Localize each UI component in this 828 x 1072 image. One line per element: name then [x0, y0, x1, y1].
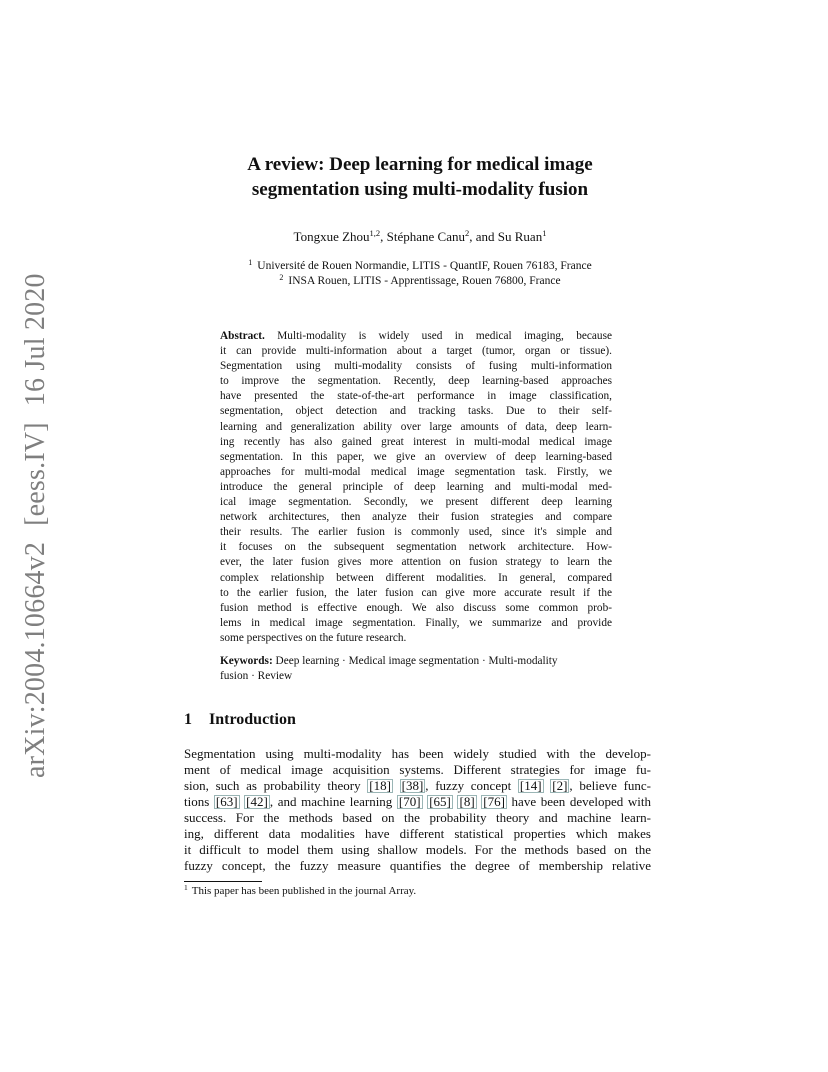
abstract-line: approaches for multi-modal medical image segmentation task. Firstly, we: [220, 465, 612, 478]
abstract-line: segmentation. In this paper, we give an overview of deep learning-based: [220, 450, 612, 463]
body-text-segment: , and machine learning: [269, 794, 397, 809]
abstract-line: ing recently has also gained great interest in multi-modal medical image: [220, 435, 612, 448]
arxiv-date: 16 Jul 2020: [20, 273, 51, 407]
keywords: [220, 654, 620, 684]
citation-link[interactable]: [14]: [519, 778, 542, 793]
keywords-text: Deep learning · Medical image segmentation · Multi-modality: [275, 655, 558, 667]
abstract-line: lems in medical image segmentation. Finally, we summarize and provide: [220, 616, 612, 629]
abstract-line: to the earlier fusion, the later fusion can give more accurate result if the: [220, 586, 612, 599]
affiliation: [150, 274, 690, 289]
citation-link[interactable]: [63]: [215, 794, 238, 809]
abstract: [220, 329, 612, 646]
abstract-line: learning and generalization ability over large amounts of data, deep learn-: [220, 420, 612, 433]
body-text-segment: Segmentation using multi-modality has been widely studied with the develop-: [184, 746, 651, 761]
abstract-line: [220, 329, 612, 344]
body-line: [184, 746, 651, 762]
citation-link[interactable]: [2]: [552, 778, 568, 793]
title-line-1: A review: Deep learning for medical image: [247, 154, 593, 175]
affiliation-mark: 2: [279, 273, 284, 282]
body-text-segment: , believe func-: [569, 778, 652, 793]
abstract-line: fusion method is effective enough. We also discuss some common prob-: [220, 601, 612, 614]
author-list: [150, 229, 690, 245]
affiliation-text: INSA Rouen, LITIS - Apprentissage, Rouen 76800, France: [288, 275, 561, 287]
paper-title: [150, 152, 690, 202]
abstract-label: Abstract.: [220, 330, 265, 342]
author-name: Tongxue Zhou: [293, 229, 370, 244]
footnote-text: This paper has been published in the journal Array.: [191, 885, 417, 897]
affiliation-text: Université de Rouen Normandie, LITIS - QuantIF, Rouen 76183, France: [257, 260, 592, 272]
body-text-segment: sion, such as probability theory: [184, 778, 368, 793]
footnote-mark: 1: [184, 883, 188, 892]
arxiv-category: [eess.IV]: [20, 422, 51, 526]
citation-link[interactable]: [65]: [429, 794, 451, 809]
abstract-line: segmentation, object detection and tracking tasks. Due to their self-: [220, 405, 612, 418]
author-affiliation-mark: 1,2: [369, 228, 381, 238]
abstract-line: introduce the general principle of deep learning and multi-modal med-: [220, 480, 612, 493]
abstract-line: it can provide multi-information about a target (tumor, organ or tissue).: [220, 345, 612, 358]
abstract-line: ical image segmentation. Secondly, we present different deep learning: [220, 496, 612, 509]
keywords-line: [220, 654, 620, 669]
arxiv-id: arXiv:2004.10664v2: [20, 541, 51, 778]
section-heading: [184, 711, 296, 729]
keywords-label: Keywords:: [220, 655, 273, 667]
abstract-line: to improve the segmentation. Recently, deep learning-based approaches: [220, 375, 612, 388]
body-text-segment: [544, 778, 551, 793]
citation-link[interactable]: [8]: [459, 794, 475, 809]
author-affiliation-mark: 2: [465, 228, 470, 238]
footnote-rule: [184, 881, 262, 882]
body-text-segment: [393, 778, 400, 793]
abstract-text: Multi-modality is widely used in medical imaging, because: [277, 330, 612, 342]
abstract-line: have presented the state-of-the-art performance in image classification,: [220, 390, 612, 403]
body-line: [184, 826, 651, 842]
body-line: [184, 858, 651, 874]
arxiv-stamp: [22, 273, 50, 778]
body-line: [184, 842, 651, 858]
body-line: [184, 810, 651, 826]
title-line-2: segmentation using multi-modality fusion: [251, 179, 589, 200]
affiliation-mark: 1: [248, 258, 253, 267]
author-affiliation-mark: 1: [542, 228, 547, 238]
affiliation: [150, 259, 690, 274]
body-line: [184, 778, 651, 794]
citation-link[interactable]: [42]: [246, 794, 268, 809]
body-text-segment: have been developed with: [506, 794, 651, 809]
abstract-line: their results. The earlier fusion is commonly used, since it's simple and: [220, 526, 612, 539]
abstract-line: ever, the later fusion gives more attention on fusion strategy to learn the: [220, 556, 612, 569]
author-separator: , and: [469, 229, 498, 244]
affiliation-list: [150, 259, 690, 289]
author-name: Su Ruan: [497, 229, 543, 244]
body-line: [184, 762, 651, 778]
abstract-line: it focuses on the subsequent segmentation network architecture. How-: [220, 541, 612, 554]
body-text-segment: , fuzzy concept: [425, 778, 518, 793]
keywords-line: fusion · Review: [220, 670, 293, 683]
citation-link[interactable]: [38]: [401, 778, 424, 793]
body-text-segment: ment of medical image acquisition systems. Different strategies for image fu-: [184, 762, 651, 777]
section-title: Introduction: [209, 711, 296, 728]
body-text-segment: ing, different data modalities have different statistical properties which makes: [184, 826, 651, 841]
body-text-segment: tions: [184, 794, 214, 809]
body-text-segment: success. For the methods based on the probability theory and machine learn-: [184, 810, 651, 825]
body-line: [184, 794, 651, 810]
abstract-line: complex relationship between different modalities. In general, compared: [220, 571, 612, 584]
citation-link[interactable]: [76]: [483, 794, 505, 809]
author-name: Stéphane Canu: [386, 229, 465, 244]
citation-link[interactable]: [70]: [398, 794, 421, 809]
author-separator: ,: [380, 229, 387, 244]
abstract-line: network architectures, then analyze their fusion strategies and compare: [220, 511, 612, 524]
citation-link[interactable]: [18]: [369, 778, 391, 793]
body-text-segment: fuzzy concept, the fuzzy measure quantifies the degree of membership relative: [184, 858, 651, 873]
section-number: 1: [184, 711, 192, 728]
body-text-segment: it difficult to model them using shallow models. For the methods based on the: [184, 842, 651, 857]
introduction-paragraph: [184, 746, 651, 874]
abstract-line: Segmentation using multi-modality consists of fusing multi-information: [220, 360, 612, 373]
abstract-line: some perspectives on the future research.: [220, 631, 407, 644]
footnote: [184, 885, 416, 897]
